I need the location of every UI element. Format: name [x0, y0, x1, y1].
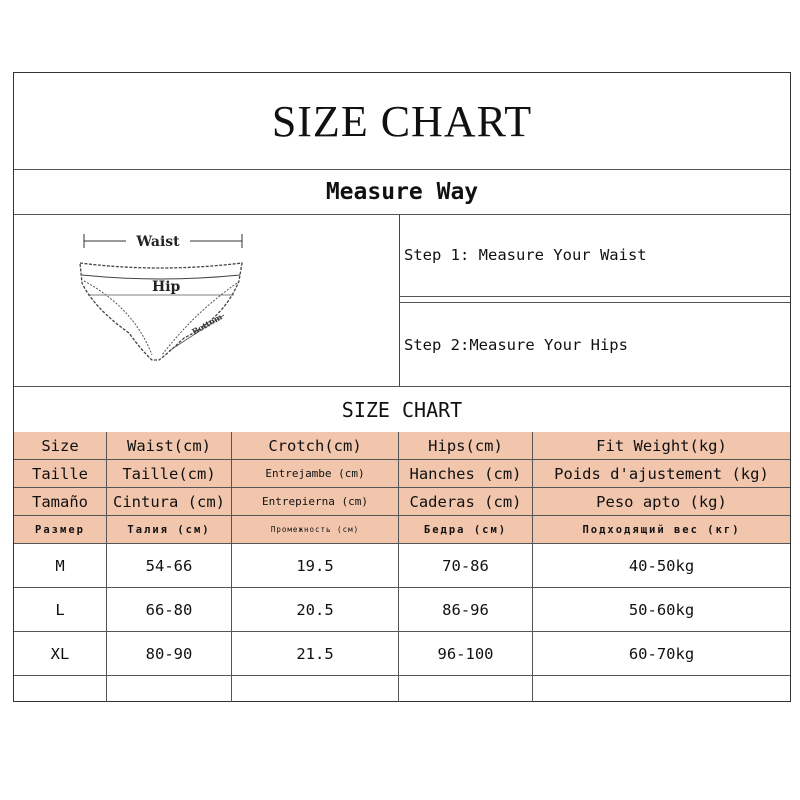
header-cell-r3-c2: Промежность (см)	[232, 516, 399, 544]
table-cell-r2-c2: 21.5	[232, 632, 399, 676]
briefs-illustration	[74, 223, 254, 373]
header-cell-r3-c1: Талия (см)	[107, 516, 232, 544]
table-cell-r1-c0: L	[14, 588, 107, 632]
size-table	[14, 432, 790, 701]
header-cell-r0-c3: Hips(cm)	[399, 432, 533, 460]
header-cell-r3-c4: Подходящий вес (кг)	[533, 516, 790, 544]
header-cell-r2-c4: Peso apto (kg)	[533, 488, 790, 516]
header-cell-r1-c4: Poids d'ajustement (kg)	[533, 460, 790, 488]
table-cell-r3-c3	[399, 676, 533, 702]
header-cell-r2-c1: Cintura (cm)	[107, 488, 232, 516]
divider	[399, 296, 790, 297]
header-cell-r2-c3: Caderas (cm)	[399, 488, 533, 516]
measure-way-heading: Measure Way	[325, 179, 479, 205]
table-cell-r2-c3: 96-100	[399, 632, 533, 676]
table-cell-r0-c4: 40-50kg	[533, 544, 790, 588]
underwear-measure-diagram	[74, 223, 254, 373]
table-cell-r0-c3: 70-86	[399, 544, 533, 588]
step-1-text: Step 1: Measure Your Waist	[404, 246, 647, 264]
table-cell-r1-c1: 66-80	[107, 588, 232, 632]
header-cell-r2-c0: Tamaño	[14, 488, 107, 516]
size-chart-document	[13, 72, 791, 702]
table-cell-r3-c4	[533, 676, 790, 702]
header-cell-r3-c3: Бедра (см)	[399, 516, 533, 544]
header-cell-r0-c1: Waist(cm)	[107, 432, 232, 460]
header-cell-r0-c4: Fit Weight(kg)	[533, 432, 790, 460]
table-cell-r3-c2	[232, 676, 399, 702]
header-cell-r1-c3: Hanches (cm)	[399, 460, 533, 488]
header-cell-r1-c0: Taille	[14, 460, 107, 488]
table-cell-r0-c1: 54-66	[107, 544, 232, 588]
step-2-text: Step 2:Measure Your Hips	[404, 335, 628, 354]
bottom-label: Bottom	[190, 311, 224, 337]
hip-label: Hip	[152, 279, 181, 295]
table-cell-r0-c0: M	[14, 544, 107, 588]
table-cell-r1-c3: 86-96	[399, 588, 533, 632]
waist-label: Waist	[136, 234, 180, 250]
table-cell-r3-c1	[107, 676, 232, 702]
header-cell-r3-c0: Размер	[14, 516, 107, 544]
table-cell-r1-c4: 50-60kg	[533, 588, 790, 632]
table-cell-r0-c2: 19.5	[232, 544, 399, 588]
header-cell-r0-c2: Crotch(cm)	[232, 432, 399, 460]
size-chart-title: SIZE CHART	[341, 397, 463, 422]
table-cell-r2-c4: 60-70kg	[533, 632, 790, 676]
table-cell-r1-c2: 20.5	[232, 588, 399, 632]
table-cell-r2-c0: XL	[14, 632, 107, 676]
table-cell-r2-c1: 80-90	[107, 632, 232, 676]
header-cell-r2-c2: Entrepierna (cm)	[232, 488, 399, 516]
page-title: SIZE CHART	[271, 96, 533, 146]
header-cell-r0-c0: Size	[14, 432, 107, 460]
table-cell-r3-c0	[14, 676, 107, 702]
header-cell-r1-c2: Entrejambe (cm)	[232, 460, 399, 488]
header-cell-r1-c1: Taille(cm)	[107, 460, 232, 488]
